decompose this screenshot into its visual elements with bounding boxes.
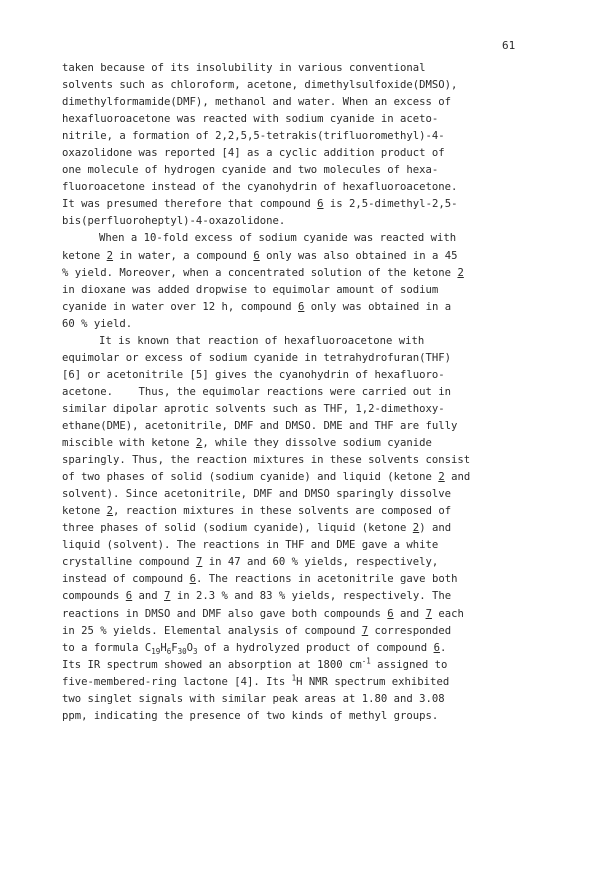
text-run: three phases of solid (sodium cyanide), liquid (ketone — [62, 522, 413, 535]
text-line — [62, 520, 522, 537]
text-run: five-membered-ring lactone [4]. Its — [62, 675, 292, 688]
text-line — [62, 145, 522, 162]
text-run: ppm, indicating the presence of two kinds of methyl groups. — [62, 709, 439, 722]
formula-script: 19 — [151, 646, 161, 656]
page-number: 61 — [502, 39, 516, 52]
text-line — [62, 674, 522, 691]
text-run: nitrile, a formation of 2,2,5,5-tetrakis(trifluoromethyl)-4- — [62, 130, 445, 143]
compound-number: 6 — [298, 300, 305, 313]
text-line — [62, 248, 522, 265]
compound-number: 2 — [412, 522, 420, 535]
text-line — [62, 60, 522, 77]
text-run: reactions in DMSO and DMF also gave both compounds — [62, 607, 388, 620]
text-line — [62, 469, 522, 486]
text-run: , reaction mixtures in these solvents are composed of — [113, 505, 452, 518]
text-run: and — [132, 590, 165, 603]
text-run: H NMR spectrum exhibited — [296, 675, 450, 688]
text-run: is 2,5-dimethyl-2,5- — [323, 198, 458, 211]
text-line — [62, 384, 522, 401]
text-line — [62, 571, 522, 588]
formula-script: -1 — [361, 656, 371, 666]
text-line — [62, 452, 522, 469]
text-run: fluoroacetone instead of the cyanohydrin of hexafluoroacetone. — [62, 181, 458, 194]
text-run: of two phases of solid (sodium cyanide) and liquid (ketone — [62, 471, 439, 484]
text-run: acetone. Thus, the equimolar reactions were carried out in — [62, 385, 452, 398]
text-run: solvents such as chloroform, acetone, dimethylsulfoxide(DMSO), — [62, 79, 458, 92]
text-line — [62, 623, 522, 640]
text-line — [62, 77, 522, 94]
text-line — [62, 606, 522, 623]
text-line — [62, 708, 522, 725]
compound-number: 6 — [253, 249, 260, 262]
text-line — [62, 691, 522, 708]
text-run: taken because of its insolubility in various conventional — [62, 62, 426, 74]
compound-number: 6 — [433, 641, 440, 654]
text-run: liquid (solvent). The reactions in THF and DME gave a white — [62, 539, 439, 552]
text-run: 60 % yield. — [62, 317, 133, 330]
compound-number: 6 — [125, 590, 133, 603]
text-run: in 47 and 60 % yields, respectively, — [202, 556, 439, 569]
formula-script: 30 — [177, 646, 187, 656]
text-run: oxazolidone was reported [4] as a cyclic addition product of — [62, 147, 445, 160]
text-line — [62, 162, 522, 179]
text-run: equimolar or excess of sodium cyanide in tetrahydrofuran(THF) — [62, 351, 452, 364]
compound-number: 2 — [457, 266, 464, 279]
text-line — [62, 657, 522, 674]
text-line — [62, 111, 522, 128]
text-line — [62, 316, 522, 333]
text-run: % yield. Moreover, when a concentrated solution of the ketone — [62, 266, 458, 279]
text-run: dimethylformamide(DMF), methanol and water. When an excess of — [62, 96, 452, 109]
compound-number: 2 — [106, 505, 114, 518]
text-run: When a 10-fold excess of sodium cyanide was reacted with — [99, 232, 457, 245]
text-line — [62, 503, 522, 520]
text-run: ketone — [62, 249, 107, 262]
text-run: hexafluoroacetone was reacted with sodium cyanide in aceto- — [62, 113, 439, 126]
text-run: one molecule of hydrogen cyanide and two molecules of hexa- — [62, 164, 439, 177]
text-line — [62, 486, 522, 503]
text-run: only was obtained in a — [304, 300, 452, 313]
text-run: in 2.3 % and 83 % yields, respectively. The — [170, 590, 452, 603]
text-run: cyanide in water over 12 h, compound — [62, 300, 298, 313]
text-run: each — [431, 607, 464, 620]
text-run: It is known that reaction of hexafluoroacetone with — [99, 334, 425, 347]
text-run: assigned to — [370, 658, 448, 671]
text-run: bis(perfluoroheptyl)-4-oxazolidone. — [62, 215, 286, 228]
text-run: . — [439, 641, 447, 654]
text-line — [62, 350, 522, 367]
text-line — [62, 128, 522, 145]
compound-number: 7 — [361, 624, 369, 637]
text-run: and — [444, 471, 471, 484]
compound-number: 2 — [438, 471, 445, 484]
text-run: Its IR spectrum showed an absorption at 1800 cm — [62, 658, 362, 671]
text-run: miscible with ketone — [62, 437, 196, 450]
text-run: sparingly. Thus, the reaction mixtures in these solvents consist — [62, 454, 471, 467]
text-line — [62, 640, 522, 657]
text-line — [62, 179, 522, 196]
compound-number: 7 — [425, 607, 432, 620]
text-run: ketone — [62, 505, 107, 518]
text-line — [62, 213, 522, 230]
text-run: corresponded — [368, 624, 452, 637]
text-line — [62, 230, 522, 247]
compound-number: 7 — [195, 556, 203, 569]
text-run: two singlet signals with similar peak areas at 1.80 and 3.08 — [62, 692, 445, 705]
text-run: [6] or acetonitrile [5] gives the cyanohydrin of hexafluoro- — [62, 368, 445, 381]
text-run: F — [171, 641, 178, 654]
text-run: crystalline compound — [62, 556, 196, 569]
text-line — [62, 554, 522, 571]
compound-number: 6 — [387, 607, 394, 620]
text-run: only was also obtained in a 45 — [259, 249, 458, 262]
text-line — [62, 282, 522, 299]
body-text — [62, 60, 522, 725]
text-run: similar dipolar aprotic solvents such as THF, 1,2-dimethoxy- — [62, 402, 445, 415]
text-line — [62, 333, 522, 350]
text-line — [62, 588, 522, 605]
text-line — [62, 418, 522, 435]
text-run: of a hydrolyzed product of compound — [197, 641, 434, 654]
text-run: and — [393, 607, 426, 620]
text-run: in water, a compound — [113, 249, 254, 262]
text-line — [62, 265, 522, 282]
compound-number: 2 — [195, 437, 203, 450]
text-line — [62, 435, 522, 452]
compound-number: 6 — [317, 198, 324, 211]
text-run: solvent). Since acetonitrile, DMF and DMSO sparingly dissolve — [62, 488, 452, 501]
compound-number: 7 — [164, 590, 171, 603]
formula-script: 6 — [166, 646, 172, 656]
text-run: to a formula C — [62, 641, 152, 654]
text-run: ) and — [419, 522, 452, 535]
text-line — [62, 367, 522, 384]
formula-script: 1 — [291, 673, 297, 683]
text-run: O — [186, 641, 194, 654]
text-run: . The reactions in acetonitrile gave both — [195, 573, 458, 586]
text-run: H — [160, 641, 167, 654]
text-line — [62, 537, 522, 554]
compound-number: 6 — [189, 573, 196, 586]
text-line — [62, 299, 522, 316]
text-run: in dioxane was added dropwise to equimolar amount of sodium — [62, 283, 439, 296]
formula-script: 3 — [193, 646, 198, 656]
text-run: It was presumed therefore that compound — [62, 198, 318, 211]
text-run: instead of compound — [62, 573, 190, 586]
text-line — [62, 401, 522, 418]
text-line — [62, 196, 522, 213]
text-line — [62, 94, 522, 111]
text-run: in 25 % yields. Elemental analysis of compound — [62, 624, 362, 637]
compound-number: 2 — [106, 249, 114, 262]
text-run: ethane(DME), acetonitrile, DMF and DMSO. DME and THF are fully — [62, 419, 458, 432]
text-run: , while they dissolve sodium cyanide — [202, 437, 432, 450]
text-run: compounds — [62, 590, 126, 603]
